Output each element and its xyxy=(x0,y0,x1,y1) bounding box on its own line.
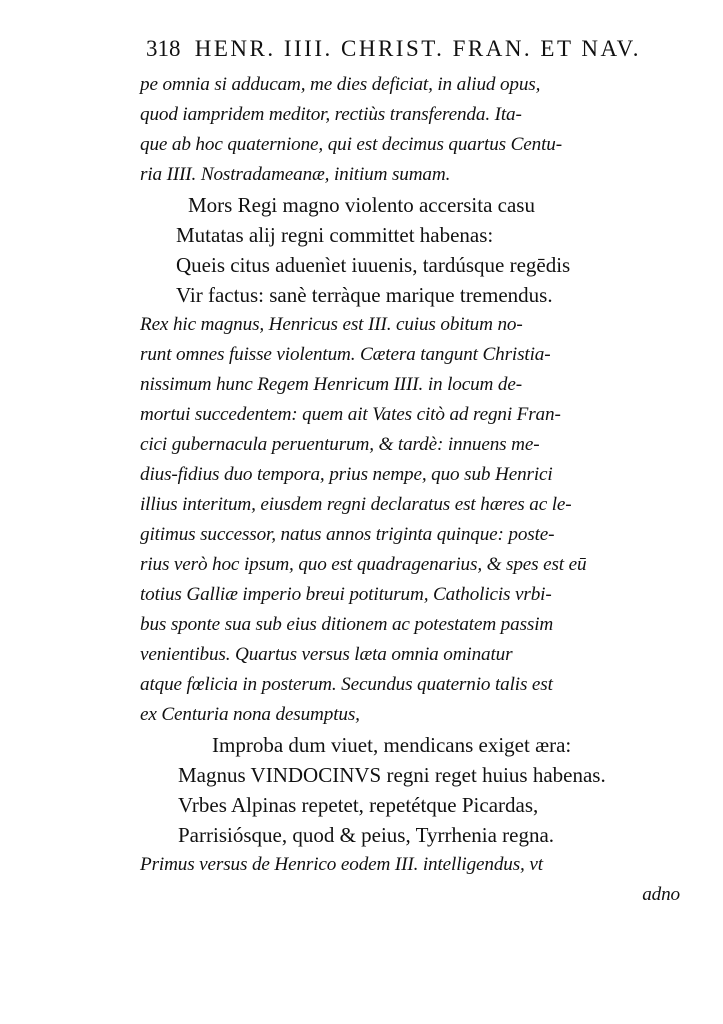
verse-line: Improba dum viuet, mendicans exiget æra: xyxy=(212,733,572,757)
text-line: totius Galliæ imperio breui potiturum, Catholicis vrbi- xyxy=(140,584,552,605)
running-header xyxy=(146,36,666,70)
text-line: ex Centuria nona desumptus, xyxy=(140,704,360,725)
text-line: dius-fidius duo tempora, prius nempe, quo sub Henrici xyxy=(140,464,553,485)
text-line: runt omnes fuisse violentum. Cætera tangunt Christia- xyxy=(140,344,551,365)
running-title: HENR. IIII. CHRIST. FRAN. ET NAV. xyxy=(194,36,642,61)
text-line: Primus versus de Henrico eodem III. intelligendus, vt xyxy=(140,854,543,875)
text-line: que ab hoc quaternione, qui est decimus quartus Centu- xyxy=(140,134,562,155)
text-line: quod iampridem meditor, rectiùs transferenda. Ita- xyxy=(140,104,522,125)
text-line: nissimum hunc Regem Henricum IIII. in locum de- xyxy=(140,374,522,395)
text-line: atque fœlicia in posterum. Secundus quaternio talis est xyxy=(140,674,553,695)
verse-line: Mors Regi magno violento accersita casu xyxy=(188,193,535,217)
text-line: ria IIII. Nostradameanæ, initium sumam. xyxy=(140,164,451,185)
verse-line: Mutatas alij regni committet habenas: xyxy=(176,223,494,247)
text-line: rius verò hoc ipsum, quo est quadragenarius, & spes est eū xyxy=(140,554,587,575)
verse-line: Magnus VINDOCINVS regni reget huius habenas. xyxy=(178,763,606,787)
body-text xyxy=(140,70,680,910)
verse-line: Vir factus: sanè terràque marique tremendus. xyxy=(176,283,553,307)
text-line: bus sponte sua sub eius ditionem ac potestatem passim xyxy=(140,614,554,635)
verse-line: Queis citus aduenìet iuuenis, tardúsque regēdis xyxy=(176,253,571,277)
text-line: cici gubernacula peruenturum, & tardè: innuens me- xyxy=(140,434,540,455)
text-line: venientibus. Quartus versus læta omnia ominatur xyxy=(140,644,513,665)
text-line: illius interitum, eiusdem regni declaratus est hæres ac le- xyxy=(140,494,572,515)
catchword: adno xyxy=(642,884,680,905)
verse-line: Parrisiósque, quod & peius, Tyrrhenia regna. xyxy=(178,823,555,847)
text-line: Rex hic magnus, Henricus est III. cuius obitum no- xyxy=(140,314,523,335)
text-line: mortui succedentem: quem ait Vates citò ad regni Fran- xyxy=(140,404,561,425)
text-line: gitimus successor, natus annos triginta quinque: poste- xyxy=(140,524,555,545)
page-number: 318 xyxy=(146,36,181,61)
verse-line: Vrbes Alpinas repetet, repetétque Picardas, xyxy=(178,793,539,817)
text-line: pe omnia si adducam, me dies deficiat, in aliud opus, xyxy=(140,74,541,95)
